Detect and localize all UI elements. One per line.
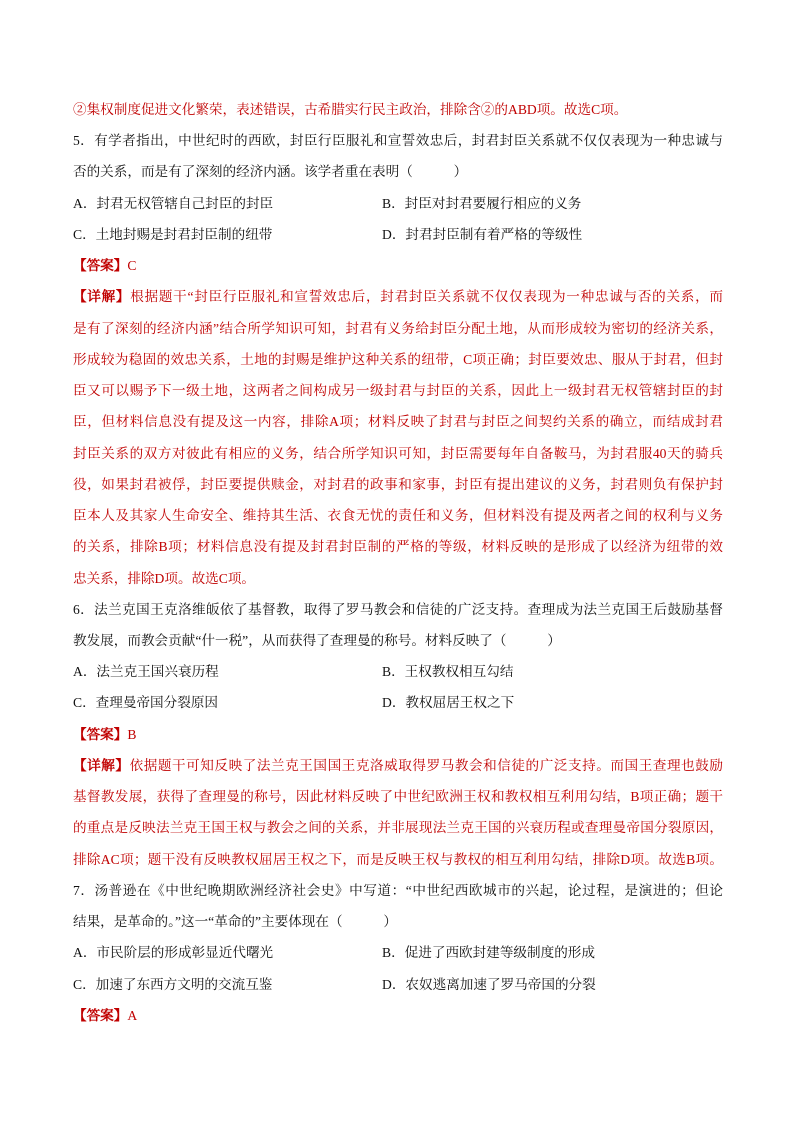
question-7 [73, 875, 723, 1031]
answer-value: B [127, 726, 137, 742]
explanation-line: 封臣关系的双方对彼此有相应的义务，结合所学知识可知，封臣需要每年自备鞍马，为封君服40天的骑兵 [73, 445, 723, 461]
explanation-text: 依据题干可知反映了法兰克王国国王克洛威取得罗马教会和信徒的广泛支持。而国王查理也鼓励 [129, 757, 724, 773]
explanation-line: 臣又可以赐予下一级土地，这两者之间构成另一级封君与封臣的关系，因此上一级封君无权管辖封臣的封 [73, 383, 723, 399]
option-c: C．查理曼帝国分裂原因 [73, 695, 219, 711]
answer-value: A [127, 1007, 138, 1023]
explanation-line: 基督教发展，获得了查理曼的称号，因此材料反映了中世纪欧洲王权和教权相互利用勾结，B项正确；题干 [73, 789, 723, 805]
explanation-label: 【详解】 [73, 289, 131, 305]
explanation-line: 形成较为稳固的效忠关系，土地的封赐是维护这种关系的纽带，C项正确；封臣要效忠、服从于封君，但封 [73, 351, 723, 367]
option-d: D．教权屈居王权之下 [382, 695, 515, 711]
answer-label: 【答案】 [73, 258, 128, 274]
question-stem-line: 5．有学者指出，中世纪时的西欧，封臣行臣服礼和宣誓效忠后，封君封臣关系就不仅仅表现为一种忠诚与 [73, 133, 723, 149]
question-5 [73, 125, 723, 594]
options [73, 656, 723, 718]
explanation-line: 的重点是反映法兰克王国王权与教会之间的关系，并非展现法兰克王国的兴衰历程或查理曼帝国分裂原因， [73, 820, 723, 836]
option-a: A．封君无权管辖自己封臣的封臣 [73, 195, 274, 211]
answer-value: C [127, 258, 137, 274]
options [73, 937, 723, 999]
explanation-line: 是有了深刻的经济内涵”结合所学知识可知，封君有义务给封臣分配土地，从而形成较为密切的经济关系， [73, 320, 723, 336]
explanation-line: 臣，但材料信息没有提及这一内容，排除A项；材料反映了封君与封臣之间契约关系的确立，而结成封君 [73, 414, 723, 430]
answer-row [73, 719, 723, 750]
question-stem-line: 教发展，而教会贡献“什一税”，从而获得了查理曼的称号。材料反映了（ ） [73, 632, 561, 648]
explanation-line: 忠关系，排除D项。故选C项。 [73, 570, 256, 586]
question-stem-line: 结果，是革命的。”这一“革命的”主要体现在（ ） [73, 914, 397, 930]
question-6 [73, 594, 723, 875]
explanation-line: 排除AC项；题干没有反映教权屈居王权之下，而是反映王权与教权的相互利用勾结，排除D项。故选B项。 [73, 851, 723, 867]
previous-explanation-tail: ②集权制度促进文化繁荣，表述错误，古希腊实行民主政治，排除含②的ABD项。故选C项。 [73, 102, 628, 117]
option-a: A．市民阶层的形成彰显近代曙光 [73, 945, 274, 961]
question-stem-line: 7．汤普逊在《中世纪晚期欧洲经济社会史》中写道：“中世纪西欧城市的兴起，论过程，是演进的；但论 [73, 882, 723, 898]
options [73, 188, 723, 250]
option-b: B．王权教权相互勾结 [382, 664, 514, 680]
option-a: A．法兰克王国兴衰历程 [73, 664, 219, 680]
document-page [73, 94, 723, 1031]
question-stem-line: 否的关系，而是有了深刻的经济内涵。该学者重在表明（ ） [73, 164, 468, 180]
option-d: D．农奴逃离加速了罗马帝国的分裂 [382, 976, 596, 992]
explanation-line: 役，如果封君被俘，封臣要提供赎金，对封君的政事和家事，封臣有提出建议的义务，封君则负有保护封 [73, 476, 723, 492]
option-c: C．加速了东西方文明的交流互鉴 [73, 976, 273, 992]
explanation-line: 臣本人及其家人生命安全、维持其生活、衣食无忧的责任和义务，但材料没有提及两者之间的权利与义务 [73, 508, 723, 524]
explanation-text: 根据题干“封臣行臣服礼和宣誓效忠后，封君封臣关系就不仅仅表现为一种忠诚与否的关系，而 [130, 289, 724, 305]
explanation-line: 的关系，排除B项；材料信息没有提及封君封臣制的严格的等级，材料反映的是形成了以经济为纽带的效 [73, 539, 723, 555]
question-stem-line: 6．法兰克国王克洛维皈依了基督教，取得了罗马教会和信徒的广泛支持。查理成为法兰克国王后鼓励基督 [73, 601, 723, 617]
option-c: C．土地封赐是封君封臣制的纽带 [73, 226, 273, 242]
answer-label: 【答案】 [73, 1007, 128, 1023]
answer-label: 【答案】 [73, 726, 128, 742]
answer-row [73, 1000, 723, 1031]
answer-row [73, 250, 723, 281]
option-b: B．促进了西欧封建等级制度的形成 [382, 945, 595, 961]
explanation-line [73, 281, 723, 312]
option-b: B．封臣对封君要履行相应的义务 [382, 195, 582, 211]
explanation-line [73, 750, 723, 781]
explanation-label: 【详解】 [73, 757, 130, 773]
option-d: D．封君封臣制有着严格的等级性 [382, 226, 583, 242]
